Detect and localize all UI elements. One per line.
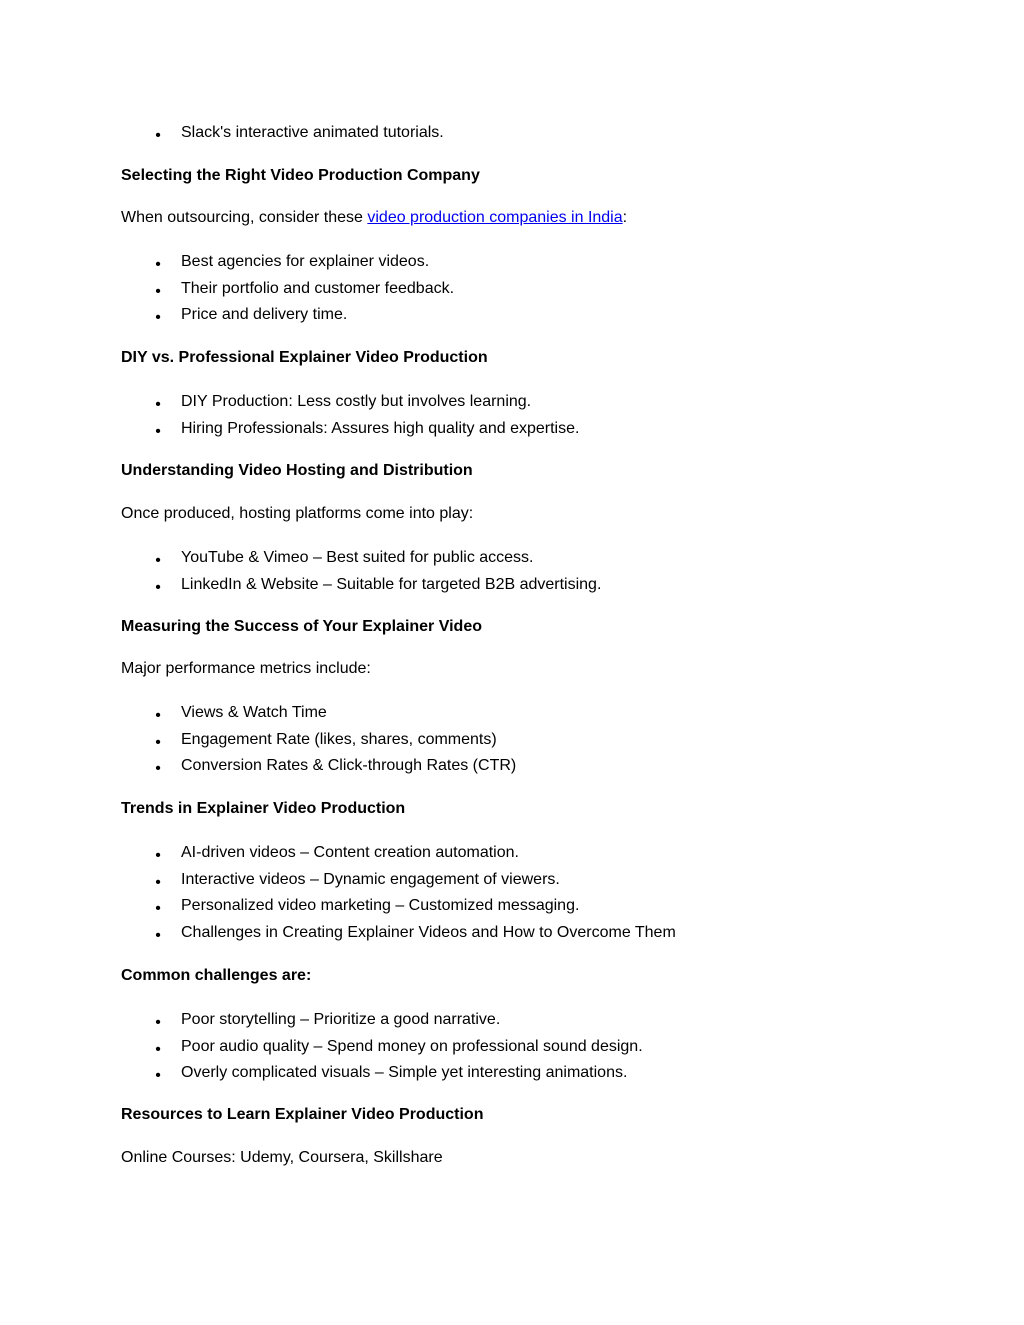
list-item-text: AI-driven videos – Content creation automation. (181, 844, 519, 861)
bullet-icon: • (155, 578, 161, 596)
bullet-icon: • (155, 1014, 161, 1031)
paragraph-outsourcing-prefix: When outsourcing, consider these (121, 209, 368, 226)
list-item-text: Price and delivery time. (181, 306, 348, 324)
bullet-icon: • (155, 422, 161, 440)
bullet-icon: • (155, 1040, 161, 1058)
list-item-text: YouTube & Vimeo – Best suited for public access. (181, 549, 534, 566)
heading-diy-vs-professional: DIY vs. Professional Explainer Video Production (121, 349, 488, 366)
bullet-icon: • (155, 847, 161, 864)
heading-measuring-success: Measuring the Success of Your Explainer Video (121, 618, 482, 635)
bullet-icon: • (155, 1067, 161, 1085)
list-item-text: Slack's interactive animated tutorials. (181, 124, 444, 141)
bullet-icon: • (155, 733, 161, 751)
bullet-icon: • (155, 309, 161, 327)
paragraph-metrics: Major performance metrics include: (121, 660, 371, 677)
list-item-text: Interactive videos – Dynamic engagement of viewers. (181, 870, 560, 888)
list-item-text: DIY Production: Less costly but involves learning. (181, 393, 532, 410)
bullet-icon: • (155, 873, 161, 891)
bullet-icon: • (155, 127, 161, 144)
paragraph-outsourcing-suffix: : (622, 209, 628, 226)
list-item-text: Their portfolio and customer feedback. (181, 279, 455, 297)
list-item-text: LinkedIn & Website – Suitable for targeted B2B advertising. (181, 575, 602, 593)
bullet-icon: • (155, 707, 161, 724)
heading-common-challenges: Common challenges are: (121, 967, 312, 984)
list-item-text: Poor storytelling – Prioritize a good narrative. (181, 1011, 501, 1028)
list-item-text: Overly complicated visuals – Simple yet interesting animations. (181, 1064, 628, 1082)
bullet-icon: • (155, 926, 161, 944)
heading-trends: Trends in Explainer Video Production (121, 800, 406, 817)
bullet-icon: • (155, 282, 161, 300)
list-item-text: Engagement Rate (likes, shares, comments) (181, 730, 497, 748)
paragraph-outsourcing (121, 208, 627, 228)
bullet-icon: • (155, 760, 161, 778)
list-item-text: Hiring Professionals: Assures high quality and expertise. (181, 419, 580, 437)
bullet-icon: • (155, 552, 161, 569)
bullet-icon: • (155, 900, 161, 918)
bullet-icon: • (155, 396, 161, 413)
heading-hosting-distribution: Understanding Video Hosting and Distribution (121, 462, 473, 479)
heading-resources: Resources to Learn Explainer Video Production (121, 1106, 484, 1123)
heading-selecting-company: Selecting the Right Video Production Company (121, 167, 480, 184)
paragraph-online-courses: Online Courses: Udemy, Coursera, Skillshare (121, 1149, 443, 1166)
list-item-text: Conversion Rates & Click-through Rates (CTR) (181, 757, 517, 775)
list-item-text: Poor audio quality – Spend money on professional sound design. (181, 1037, 643, 1055)
list-item-text: Personalized video marketing – Customized messaging. (181, 897, 580, 915)
bullet-icon: • (155, 256, 161, 273)
paragraph-hosting: Once produced, hosting platforms come into play: (121, 505, 474, 522)
list-item-text: Views & Watch Time (181, 704, 327, 721)
list-item-text: Best agencies for explainer videos. (181, 253, 430, 270)
list-item-text: Challenges in Creating Explainer Videos and How to Overcome Them (181, 923, 676, 941)
link-video-production-companies-india[interactable]: video production companies in India (367, 209, 623, 226)
